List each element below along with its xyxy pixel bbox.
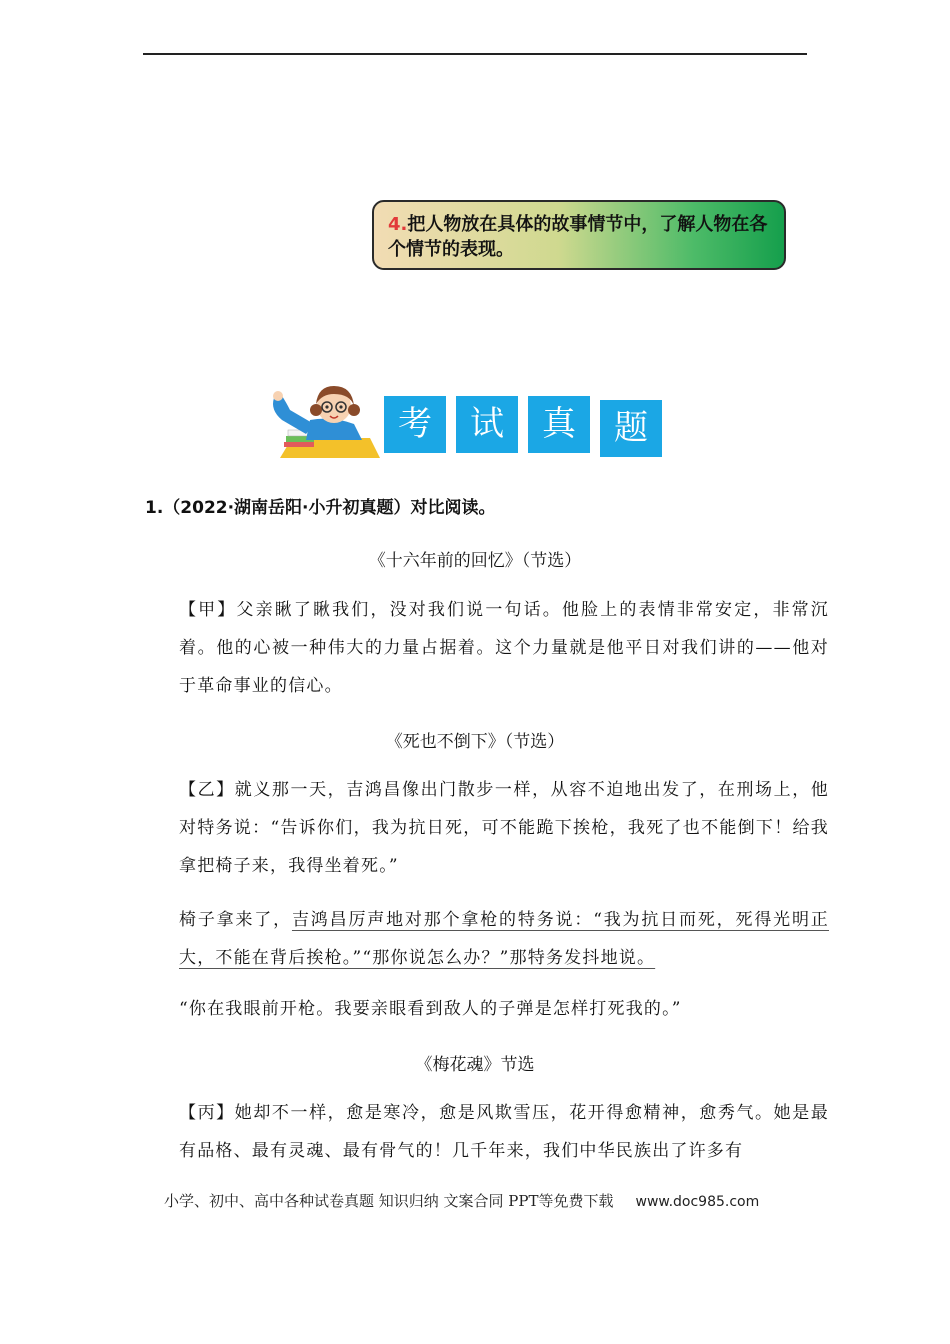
passage-2-lead: 椅子拿来了，	[179, 910, 292, 930]
banner-char-1: 考	[384, 396, 446, 453]
passage-2-paragraph-2	[145, 901, 829, 977]
student-illustration	[270, 380, 385, 460]
passage-title-3: 《梅花魂》节选	[415, 1055, 535, 1075]
footer	[164, 1190, 759, 1211]
underlined-sentence: 吉鸿昌厉声地对那个拿枪的特务说：“我为抗日而死，死得光明正大，不能在背后挨枪。”“那你说怎么办？”那特务发抖地说。	[179, 910, 829, 968]
passage-title-2: 《死也不倒下》（节选）	[385, 732, 565, 752]
passage-1-paragraph: 【甲】父亲瞅了瞅我们，没对我们说一句话。他脸上的表情非常安定，非常沉着。他的心被一种伟大的力量占据着。这个力量就是他平日对我们讲的——他对于革命事业的信心。	[179, 600, 829, 696]
passage-title-1: 《十六年前的回忆》（节选）	[368, 551, 582, 571]
tip-box	[372, 200, 786, 270]
footer-text: 小学、初中、高中各种试卷真题 知识归纳 文案合同 PPT等免费下载	[164, 1192, 614, 1210]
exam-questions-banner	[270, 380, 670, 465]
footer-url[interactable]: www.doc985.com	[635, 1194, 760, 1210]
tip-number: 4.	[388, 214, 408, 235]
banner-char-4: 题	[600, 400, 662, 457]
passage-3-paragraph: 【丙】她却不一样，愈是寒冷，愈是风欺雪压，花开得愈精神，愈秀气。她是最有品格、最有灵魂、最有骨气的！几千年来，我们中华民族出了许多有	[179, 1103, 829, 1161]
banner-char-3: 真	[528, 396, 590, 453]
tip-text: 把人物放在具体的故事情节中，了解人物在各个情节的表现。	[388, 214, 768, 260]
header-rule	[143, 53, 807, 55]
banner-char-2: 试	[456, 396, 518, 453]
question-title: 1.（2022·湖南岳阳·小升初真题）对比阅读。	[145, 498, 496, 518]
passage-2-paragraph-3: “你在我眼前开枪。我要亲眼看到敌人的子弹是怎样打死我的。”	[179, 999, 682, 1019]
passage-2-paragraph-1: 【乙】就义那一天，吉鸿昌像出门散步一样，从容不迫地出发了，在刑场上，他对特务说：“告诉你们，我为抗日死，可不能跪下挨枪，我死了也不能倒下！给我拿把椅子来，我得坐着死。”	[179, 780, 829, 876]
